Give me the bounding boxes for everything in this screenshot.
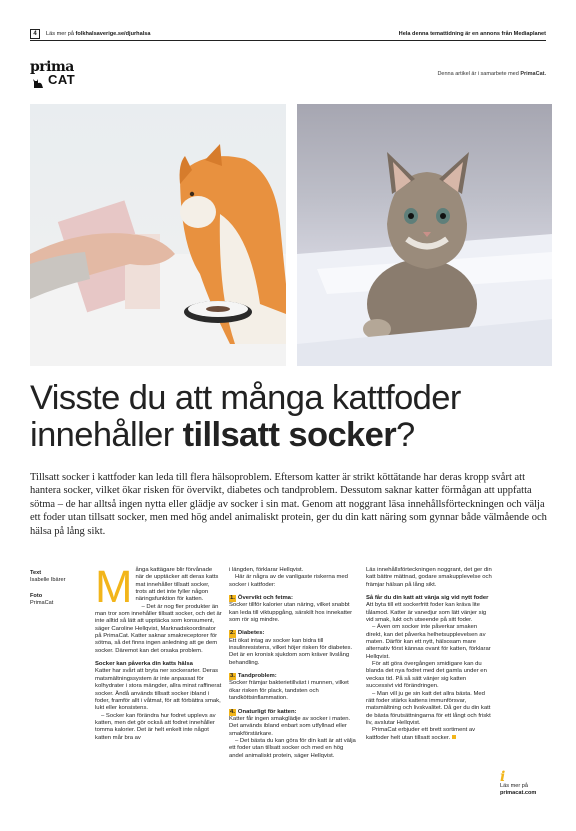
risk-number-3: 3.: [230, 673, 235, 680]
risk-text-4: Katter får ingen smakglädje av socker i maten. Det används ibland enbart som utfyllnad eller smakförstärkare.: [229, 715, 351, 737]
paragraph: – Socker kan förändra hur fodret upplevs av katten, men det gör också att fodret innehåller tomma kalorier. Det är helt enkelt inte något katten mår bra av: [95, 712, 216, 741]
risk-text-2: Ett ökat intag av socker kan bidra till insulinresistens, vilket höjer risken för diabetes. Det är en kronisk sjukdom som kräver livslång behandling.: [229, 637, 353, 666]
paragraph: Att byta till ett sockerfritt foder kan kräva lite tålamod. Katter är vanedjur som lätt vänjer sig vid smak, lukt och utseende på sitt foder.: [366, 602, 487, 624]
top-bar-left: [30, 29, 150, 39]
info-text: Läs mer på: [500, 783, 528, 789]
cat-silhouette-icon: [32, 76, 44, 88]
risk-heading-3: [229, 673, 356, 680]
info-link[interactable]: primacat.com: [500, 790, 537, 796]
risk-text-1: Socker tillför kalorier utan näring, vilket snabbt kan leda till viktuppgång, särskilt hos innekatter som rör sig mindre.: [229, 602, 353, 624]
collaboration-note: [437, 71, 546, 77]
risk-heading-2: [229, 630, 356, 637]
closing-text: PrimaCat erbjuder ett brett sortiment av kattfoder helt utan tillsatt socker.: [366, 727, 476, 741]
photo-kitten-litterbox: [297, 104, 552, 366]
risk-heading-4: [229, 709, 356, 716]
photo-cat-feeding: [30, 104, 286, 366]
risk-number-4: 4.: [230, 708, 235, 715]
paragraph: – Det är nog fler produkter än man tror som innehåller tillsatt socker, och det är inte alltid så lätt att upptäcka som konsument, säger Caroline Hellqvist, Marknadskoordinator på PrimaCat. Katter saknar smakreceptorer för sötma, så det finns ingen anledning att ge dem socker. Däremot kan det orsaka problem.: [95, 603, 222, 654]
paragraph: Katter har svårt att bryta ner sockerarter. Deras matsmältningssystem är inte anpassat för kolhydrater i stora mängder, allra minst raffinerat socker. Ändå används tillsatt socker ibland i foder, framför allt i våtmat, för att förbättra smak, lukt eller konsistens.: [95, 668, 222, 712]
info-box: [500, 771, 555, 797]
top-bar: [30, 27, 546, 41]
drop-cap: M: [95, 561, 133, 612]
credit-text-name: Isabelle Ibärer: [30, 577, 66, 584]
paragraph: – Det bästa du kan göra för din katt är att välja ett foder utan tillsatt socker och med en hög andel animaliskt protein, säger Hellqvist.: [229, 737, 356, 759]
logo-line2: CAT: [48, 72, 76, 87]
publisher-note: Hela denna temattidning är en annons från Mediaplanet: [398, 30, 546, 37]
article-column-1: [95, 561, 222, 742]
credit-photo-name: PrimaCat: [30, 600, 54, 607]
risk-title-1: Övervikt och fetma:: [237, 595, 293, 602]
paragraph: För att göra övergången smidigare kan du blanda det nya fodret med det gamla under en veckas tid. På så sätt vänjer sig katten successivt vid förändringen.: [366, 661, 487, 690]
paragraph: – Man vill ju ge sin katt det allra bästa. Med rätt foder stärks kattens immunförsvar, matsmältning och livskvalitet. Då ger du din katt de bästa förutsättningarna för ett långt och friskt liv, avslutar Hellqvist.: [366, 690, 491, 726]
kitten-illustration: [297, 104, 552, 366]
paragraph: Läs innehållsförteckningen noggrant, det ger din katt bättre mättnad, godare smakupplevelse och främjar hälsan på lång sikt.: [366, 567, 492, 588]
intro-paragraph: Tillsatt socker i kattfoder kan leda till flera hälsoproblem. Eftersom katter är strikt köttätande har deras kropp svårt att hantera socker, vilket ökar risken för övervikt, diabetes och tandproblem. Dessutom saknar katter förmågan att uppfatta sötma – de har alltså ingen nytta eller glädje av socker i sin mat. Genom att noggrant läsa innehållsförteckningen och välja ett foder utan tillsatt socker, men med hög andel animaliskt protein, ger du din katt näring som gynnar både välmående och hälsa på lång sikt.: [30, 472, 547, 537]
paragraph: i längden, förklarar Hellqvist.: [229, 567, 304, 573]
risk-title-2: Diabetes:: [237, 630, 265, 637]
headline: [30, 380, 550, 454]
headline-highlight: tillsatt socker: [182, 416, 397, 454]
headline-part1: Visste du att många kattfoder innehåller: [30, 379, 461, 454]
paragraph: ånga kattägare blir förvånade när de upptäcker att deras katts mat innehåller tillsatt socker, trots att det inte fyller någon näringsfunktion för katten.: [135, 567, 219, 603]
risk-number-2: 2.: [230, 630, 235, 637]
subheading: Så får du din katt att vänja sig vid nytt foder: [366, 595, 489, 602]
article-column-3: [366, 567, 493, 742]
end-mark-icon: [452, 735, 456, 739]
paragraph-closing: [366, 727, 493, 742]
credit-text-label: Text: [30, 570, 42, 576]
logo-line1: prima: [30, 59, 74, 75]
feeding-illustration: [30, 104, 286, 366]
paragraph: – Även om socker inte påverkar smaken direkt, kan det påverka helhetsupplevelsen av maten. Därför kan ett nytt, hälsosam mare alternativ först kännas ovant för katten, förklarar Hellqvist.: [366, 624, 491, 660]
risk-title-3: Tandproblem:: [237, 673, 277, 680]
read-more-prefix: Läs mer på: [46, 30, 74, 37]
risk-heading-1: [229, 595, 356, 602]
subheading: Socker kan påverka din katts hälsa: [95, 661, 193, 668]
paragraph: Här är några av de vanligaste riskerna med socker i kattfoder:: [229, 574, 348, 588]
risk-number-1: 1.: [230, 595, 235, 602]
collab-brand: PrimaCat.: [520, 71, 546, 77]
page-number: 4: [30, 29, 40, 39]
info-icon: i: [500, 769, 506, 785]
credit-photo-label: Foto: [30, 592, 43, 599]
collab-prefix: Denna artikel är i samarbete med: [437, 71, 519, 77]
article-column-2: [229, 567, 356, 760]
headline-end: ?: [396, 416, 415, 454]
credits: [30, 570, 90, 608]
risk-title-4: Onaturligt för katten:: [237, 708, 297, 715]
risk-text-3: Socker främjar bakterietillväxt i munnen, vilket ökar risken för plack, tandsten och tandköttsinflammation.: [229, 680, 349, 702]
read-more-link[interactable]: folkhalsaverige.se/djurhalsa: [75, 30, 151, 37]
read-more-header: [46, 31, 150, 37]
primacat-logo: [30, 60, 90, 90]
